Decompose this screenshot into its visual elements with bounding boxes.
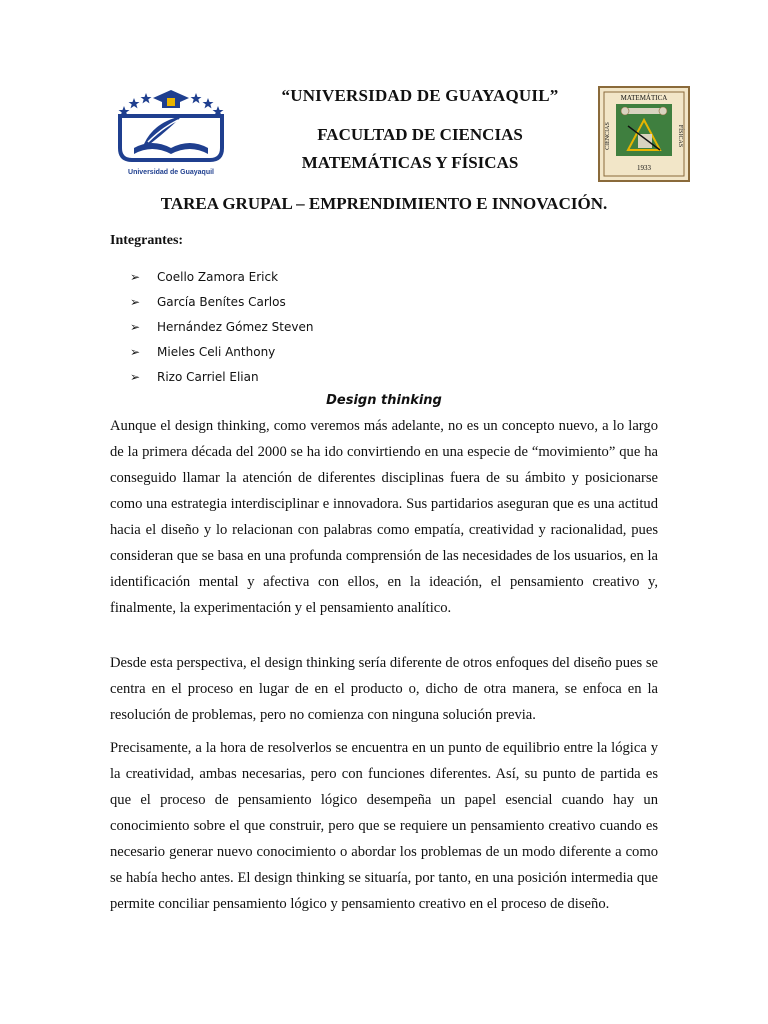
list-item	[130, 290, 313, 315]
members-label: Integrantes:	[110, 233, 184, 248]
university-title: “UNIVERSIDAD DE GUAYAQUIL”	[281, 86, 559, 105]
right-logo-year: 1933	[637, 164, 651, 172]
paragraph-1: Aunque el design thinking, como veremos más adelante, no es un concepto nuevo, a lo largo de la primera década del 2000 se ha ido convirtiendo en una especie de “movimiento” que ha conseguido llamar la atención de diferentes disciplinas fuera de su ámbito y posicionarse como una estrategia interdisciplinar e innovadora. Sus partidarios aseguran que es una actitud hacia el diseño y lo relacionan con palabras como empatía, creatividad y racionalidad, pues consideran que se basa en una profunda comprensión de las necesidades de los usuarios, en la identificación mental y afectiva con ellos, en la ideación, el pensamiento creativo y, finalmente, la experimentación y el pensamiento analítico.	[110, 418, 658, 616]
member-name: Mieles Celi Anthony	[157, 344, 276, 359]
section-heading: Design thinking	[326, 393, 442, 408]
paragraph-2: Desde esta perspectiva, el design thinking sería diferente de otros enfoques del diseño pues se centra en el proceso en lugar de en el producto o, dicho de otra manera, se enfoca en la resolución de problemas, pero no comienza con ninguna solución previa.	[110, 655, 658, 723]
member-name: García Benítes Carlos	[157, 295, 286, 310]
arrow-bullet-icon: ➢	[130, 319, 141, 334]
list-item	[130, 315, 313, 340]
right-logo-text-right: FÍSICAS	[677, 124, 683, 148]
faculty-title-line-1: FACULTAD DE CIENCIAS	[317, 125, 523, 144]
right-logo-text-top: MATEMÁTICA	[620, 94, 668, 102]
arrow-bullet-icon: ➢	[130, 270, 141, 285]
left-logo-caption: Universidad de Guayaquil	[128, 169, 214, 176]
university-crest-icon	[110, 86, 232, 180]
member-name: Hernández Gómez Steven	[157, 319, 314, 334]
list-item	[130, 364, 313, 389]
paragraph-3: Precisamente, a la hora de resolverlos se encuentra en un punto de equilibrio entre la lógica y la creatividad, ambas necesarias, pero con funciones diferentes. Así, su punto de partida es que el proceso de pensamiento lógico desempeña un papel esencial cuando hay un conocimiento sobre el que construir, pero que se requiere un pensamiento creativo cuando es necesario generar nuevo conocimiento o abordar los problemas de un modo diferente a como se había hecho antes. El design thinking se situaría, por tanto, en una posición intermedia que permite conciliar pensamiento lógico y pensamiento creativo en el proceso de diseño.	[110, 740, 658, 912]
arrow-bullet-icon: ➢	[130, 344, 141, 359]
members-list	[130, 265, 313, 389]
right-logo-text-left: CIENCIAS	[605, 122, 611, 150]
list-item	[130, 265, 313, 290]
faculty-title-line-2: MATEMÁTICAS Y FÍSICAS	[301, 153, 519, 172]
arrow-bullet-icon: ➢	[130, 295, 141, 310]
faculty-seal-icon	[598, 86, 690, 182]
assignment-title: TAREA GRUPAL – EMPRENDIMIENTO E INNOVACIÓN.	[160, 194, 608, 213]
arrow-bullet-icon: ➢	[130, 369, 141, 384]
member-name: Rizo Carriel Elian	[157, 369, 259, 384]
list-item	[130, 339, 313, 364]
member-name: Coello Zamora Erick	[157, 270, 279, 285]
